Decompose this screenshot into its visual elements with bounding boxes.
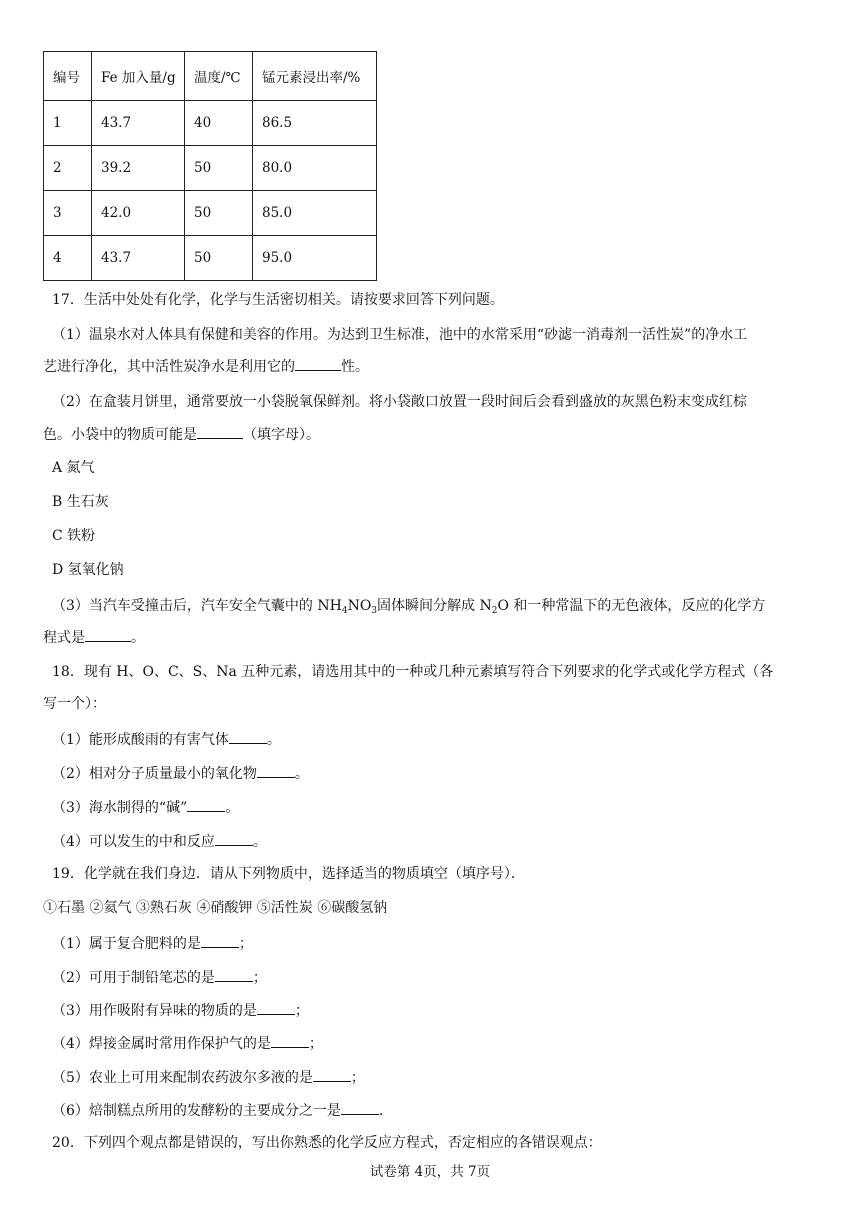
table-cell: 85.0 <box>253 191 377 236</box>
q17-part3-line2: 程式是 。 <box>43 627 145 648</box>
q17-part3-line1: （3）当汽车受撞击后，汽车安全气囊中的 $NH_4NO_3$固体瞬间分解成 $N_2O$ 和一种常温下的无色液体，反应的化学方 <box>52 598 766 616</box>
table-cell: 50 <box>185 146 253 191</box>
table-cell: 2 <box>44 146 92 191</box>
q19-stem: 19．化学就在我们身边．请从下列物质中，选择适当的物质填空（填序号）． <box>52 866 525 882</box>
table-cell: 50 <box>185 236 253 281</box>
q18-item: （1）能形成酸雨的有害气体 。 <box>52 729 281 750</box>
experiment-table <box>43 51 377 281</box>
table-cell: 80.0 <box>253 146 377 191</box>
q19-options: ①石墨 ②氦气 ③熟石灰 ④硝酸钾 ⑤活性炭 ⑥碳酸氢钠 <box>43 900 388 916</box>
header-cell: 锰元素浸出率/% <box>253 52 377 101</box>
q19-item: （1）属于复合肥料的是 ； <box>52 933 253 954</box>
table-row <box>44 101 377 146</box>
answer-blank[interactable] <box>295 356 341 371</box>
q17-part2-line2: 色。小袋中的物质可能是 （填字母）。 <box>43 424 320 445</box>
q18-item: （3）海水制得的“碱” 。 <box>52 797 239 818</box>
table-cell: 4 <box>44 236 92 281</box>
table-cell: 40 <box>185 101 253 146</box>
q18-stem-line1: 18．现有 H、O、C、S、Na 五种元素，请选用其中的一种或几种元素填写符合下列要求的化学式或化学方程式（各 <box>52 664 774 680</box>
answer-blank[interactable] <box>201 933 239 948</box>
answer-blank[interactable] <box>229 729 267 744</box>
table-cell: 86.5 <box>253 101 377 146</box>
option-a: A 氮气 <box>52 460 95 476</box>
table-row <box>44 191 377 236</box>
table-cell: 43.7 <box>92 101 185 146</box>
answer-blank[interactable] <box>187 797 225 812</box>
q17-part1-line1: （1）温泉水对人体具有保健和美容的作用。为达到卫生标准，池中的水常采用“砂滤一消毒剂一活性炭”的净水工 <box>52 327 748 343</box>
header-cell: 温度/℃ <box>185 52 253 101</box>
header-cell: Fe 加入量/g <box>92 52 185 101</box>
option-b: B 生石灰 <box>52 494 109 510</box>
table-cell: 42.0 <box>92 191 185 236</box>
q18-item: （2）相对分子质量最小的氧化物 。 <box>52 763 309 784</box>
answer-blank[interactable] <box>341 1100 379 1115</box>
answer-blank[interactable] <box>257 1000 295 1015</box>
table-cell: 95.0 <box>253 236 377 281</box>
answer-blank[interactable] <box>85 627 131 642</box>
table-row <box>44 236 377 281</box>
answer-blank[interactable] <box>197 424 243 439</box>
q17-part1-line2: 艺进行净化，其中活性炭净水是利用它的 性。 <box>43 356 369 377</box>
answer-blank[interactable] <box>257 763 295 778</box>
page-footer: 试卷第 4页，共 7页 <box>369 1164 491 1180</box>
table-row <box>44 146 377 191</box>
q18-item: （4）可以发生的中和反应 。 <box>52 831 267 852</box>
answer-blank[interactable] <box>215 967 253 982</box>
table-cell: 3 <box>44 191 92 236</box>
option-c: C 铁粉 <box>52 528 96 544</box>
table-cell: 43.7 <box>92 236 185 281</box>
q19-item: （3）用作吸附有异味的物质的是 ； <box>52 1000 309 1021</box>
header-cell: 编号 <box>44 52 92 101</box>
q19-item: （2）可用于制铅笔芯的是 ； <box>52 967 267 988</box>
answer-blank[interactable] <box>313 1067 351 1082</box>
answer-blank[interactable] <box>271 1033 309 1048</box>
answer-blank[interactable] <box>215 831 253 846</box>
q19-item: （5）农业上可用来配制农药波尔多液的是 ； <box>52 1067 365 1088</box>
option-d: D 氢氧化钠 <box>52 562 124 578</box>
q17-part2-line1: （2）在盒装月饼里，通常要放一小袋脱氧保鲜剂。将小袋敞口放置一段时间后会看到盛放的灰黑色粉末变成红棕 <box>52 394 747 410</box>
q17-stem: 17．生活中处处有化学，化学与生活密切相关。请按要求回答下列问题。 <box>52 292 504 308</box>
table-header-row <box>44 52 377 101</box>
q20-stem: 20．下列四个观点都是错误的，写出你熟悉的化学反应方程式，否定相应的各错误观点： <box>52 1135 602 1151</box>
q18-stem-line2: 写一个）： <box>43 696 106 712</box>
q19-item: （4）焊接金属时常用作保护气的是 ； <box>52 1033 323 1054</box>
q19-item: （6）焙制糕点所用的发酵粉的主要成分之一是 ． <box>52 1100 393 1121</box>
table-cell: 50 <box>185 191 253 236</box>
table-cell: 1 <box>44 101 92 146</box>
table-cell: 39.2 <box>92 146 185 191</box>
